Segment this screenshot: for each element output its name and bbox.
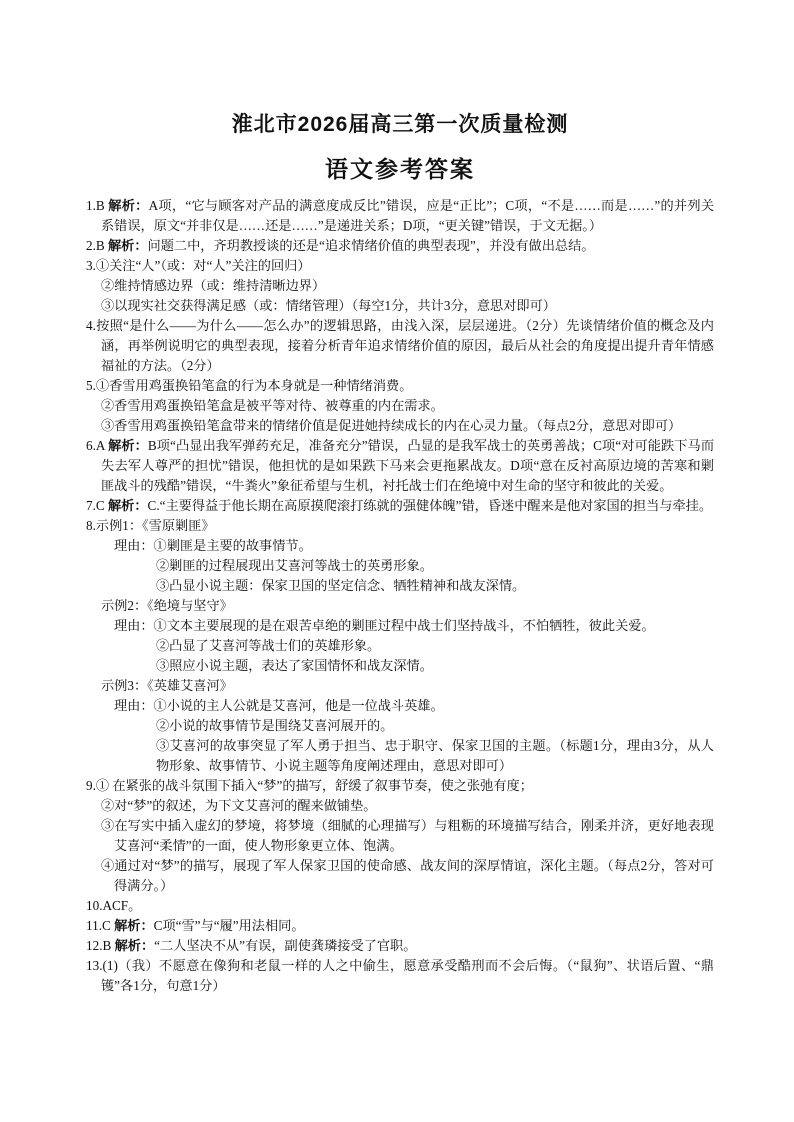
paragraph-text: 7.C	[86, 498, 108, 513]
paragraph-text: 问题二中，齐玥教授谈的还是“追求情绪价值的典型表现”，并没有做出总结。	[147, 238, 595, 253]
paragraph	[86, 956, 714, 996]
paragraph-text: 理由：①剿匪是主要的故事情节。	[114, 538, 312, 553]
paragraph	[86, 896, 714, 916]
paragraph-text: A项，“它与顾客对产品的满意度成反比”错误，应是“正比”；C项，“不是……而是……”的并列关系错误，原文“并非仅是……还是……”是递进关系；D项，“更关键”错误，于文无据。）	[101, 198, 715, 233]
paragraph-text: ②维持情感边界（或：维持清晰边界）	[101, 278, 326, 293]
paragraph-text: 示例3：《英雄艾喜河》	[101, 678, 233, 693]
document-body	[86, 196, 714, 996]
paragraph-text: ②剿匪的过程展现出艾喜河等战士的英勇形象。	[156, 558, 433, 573]
paragraph	[86, 696, 714, 716]
paragraph	[86, 416, 714, 436]
paragraph-label: 解析：	[108, 438, 148, 453]
paragraph	[86, 516, 714, 536]
document-title: 淮北市2026届高三第一次质量检测	[231, 113, 569, 136]
paragraph-text: 理由：①小说的主人公就是艾喜河，他是一位战斗英雄。	[114, 698, 444, 713]
paragraph	[86, 656, 714, 676]
paragraph	[86, 236, 714, 256]
paragraph	[86, 856, 714, 896]
paragraph	[86, 256, 714, 276]
paragraph-text: 13.(1)（我）不愿意在像狗和老鼠一样的人之中偷生，愿意承受酷刑而不会后悔。（“鼠狗”、状语后置、“鼎镬”各1分，句意1分）	[86, 958, 714, 993]
paragraph-text: ③香雪用鸡蛋换铅笔盒带来的情绪价值是促进她持续成长的内在心灵力量。（每点2分，意思对即可）	[101, 418, 682, 433]
paragraph	[86, 496, 714, 516]
paragraph	[86, 916, 714, 936]
paragraph	[86, 376, 714, 396]
paragraph-text: “二人坚决不从”有误，副使龚璘接受了官职。	[154, 938, 417, 953]
paragraph-label: 解析：	[114, 918, 154, 933]
paragraph	[86, 556, 714, 576]
paragraph-text: 4.按照“是什么——为什么——怎么办”的逻辑思路，由浅入深，层层递进。（2分）先谈情绪价值的概念及内涵，再举例说明它的典型表现，接着分析青年追求情绪价值的原因，最后从社会的角度提出提升青年情感福祉的方法。（2分）	[86, 318, 714, 373]
paragraph-text: ②香雪用鸡蛋换铅笔盒是被平等对待、被尊重的内在需求。	[101, 398, 444, 413]
paragraph-text: ③照应小说主题，表达了家国情怀和战友深情。	[156, 658, 433, 673]
paragraph	[86, 196, 714, 236]
paragraph	[86, 396, 714, 416]
paragraph-text: ③以现实社交获得满足感（或：情绪管理）（每空1分，共计3分，意思对即可）	[101, 298, 556, 313]
paragraph-text: 示例2：《绝境与坚守》	[101, 598, 233, 613]
paragraph-text: 理由：①文本主要展现的是在艰苦卓绝的剿匪过程中战士们坚持战斗，不怕牺牲，彼此关爱。	[114, 618, 655, 633]
paragraph	[86, 316, 714, 376]
document-subtitle: 语文参考答案	[325, 156, 475, 182]
paragraph	[86, 716, 714, 736]
paragraph-text: 10.ACF。	[86, 898, 142, 913]
paragraph-text: ②小说的故事情节是围绕艾喜河展开的。	[156, 718, 394, 733]
paragraph	[86, 536, 714, 556]
paragraph-text: 9.① 在紧张的战斗氛围下插入“梦”的描写，舒缓了叙事节奏，使之张弛有度；	[86, 778, 533, 793]
paragraph-text: 8.示例1：《雪原剿匪》	[86, 518, 215, 533]
paragraph	[86, 736, 714, 776]
paragraph-label: 解析：	[107, 498, 148, 513]
paragraph-text: C项“雪”与“履”用法相同。	[153, 918, 305, 933]
paragraph	[86, 616, 714, 636]
paragraph-text: ③凸显小说主题：保家卫国的坚定信念、牺牲精神和战友深情。	[156, 578, 526, 593]
paragraph-text: 6.A	[86, 438, 109, 453]
paragraph	[86, 636, 714, 656]
paragraph-label: 解析：	[108, 198, 149, 213]
paragraph-text: 1.B	[86, 198, 109, 213]
paragraph-text: 2.B	[86, 238, 108, 253]
paragraph	[86, 596, 714, 616]
paragraph	[86, 816, 714, 856]
paragraph-label: 解析：	[107, 238, 148, 253]
paragraph	[86, 436, 714, 496]
paragraph	[86, 296, 714, 316]
paragraph	[86, 676, 714, 696]
paragraph	[86, 576, 714, 596]
paragraph	[86, 776, 714, 796]
paragraph	[86, 276, 714, 296]
paragraph-text: C.“主要得益于他长期在高原摸爬滚打练就的强健体魄”错，昏迷中醒来是他对家国的担当与牵挂。	[147, 498, 713, 513]
paragraph-text: ③艾喜河的故事突显了军人勇于担当、忠于职守、保家卫国的主题。（标题1分，理由3分，从人物形象、故事情节、小说主题等角度阐述理由，意思对即可）	[156, 738, 714, 773]
paragraph	[86, 936, 714, 956]
paragraph-text: B项“凸显出我军弹药充足，准备充分”错误，凸显的是我军战士的英勇善战；C项“对可能跌下马而失去军人尊严的担忧”错误，他担忧的是如果跌下马来会更拖累战友。D项“意在反衬高原边境的苦寒和剿匪战斗的残酷”错误，“牛粪火”象征希望与生机，衬托战士们在绝境中对生命的坚守和彼此的关爱。	[101, 438, 715, 493]
paragraph-text: 3.①关注“人”（或：对“人”关注的回归）	[86, 258, 311, 273]
paragraph-text: 5.①香雪用鸡蛋换铅笔盒的行为本身就是一种情绪消费。	[86, 378, 413, 393]
paragraph-text: 12.B	[86, 938, 115, 953]
paragraph	[86, 796, 714, 816]
paragraph-text: ③在写实中插入虚幻的梦境，将梦境（细腻的心理描写）与粗粝的环境描写结合，刚柔并济，更好地表现艾喜河“柔情”的一面，使人物形象更立体、饱满。	[101, 818, 714, 853]
paragraph-text: ④通过对“梦”的描写，展现了军人保家卫国的使命感、战友间的深厚情谊，深化主题。（每点2分，答对可得满分。）	[101, 858, 714, 893]
paragraph-label: 解析：	[114, 938, 155, 953]
paragraph-text: 11.C	[86, 918, 115, 933]
paragraph-text: ②对“梦”的叙述，为下文艾喜河的醒来做铺垫。	[101, 798, 377, 813]
paragraph-text: ②凸显了艾喜河等战士们的英雄形象。	[156, 638, 381, 653]
